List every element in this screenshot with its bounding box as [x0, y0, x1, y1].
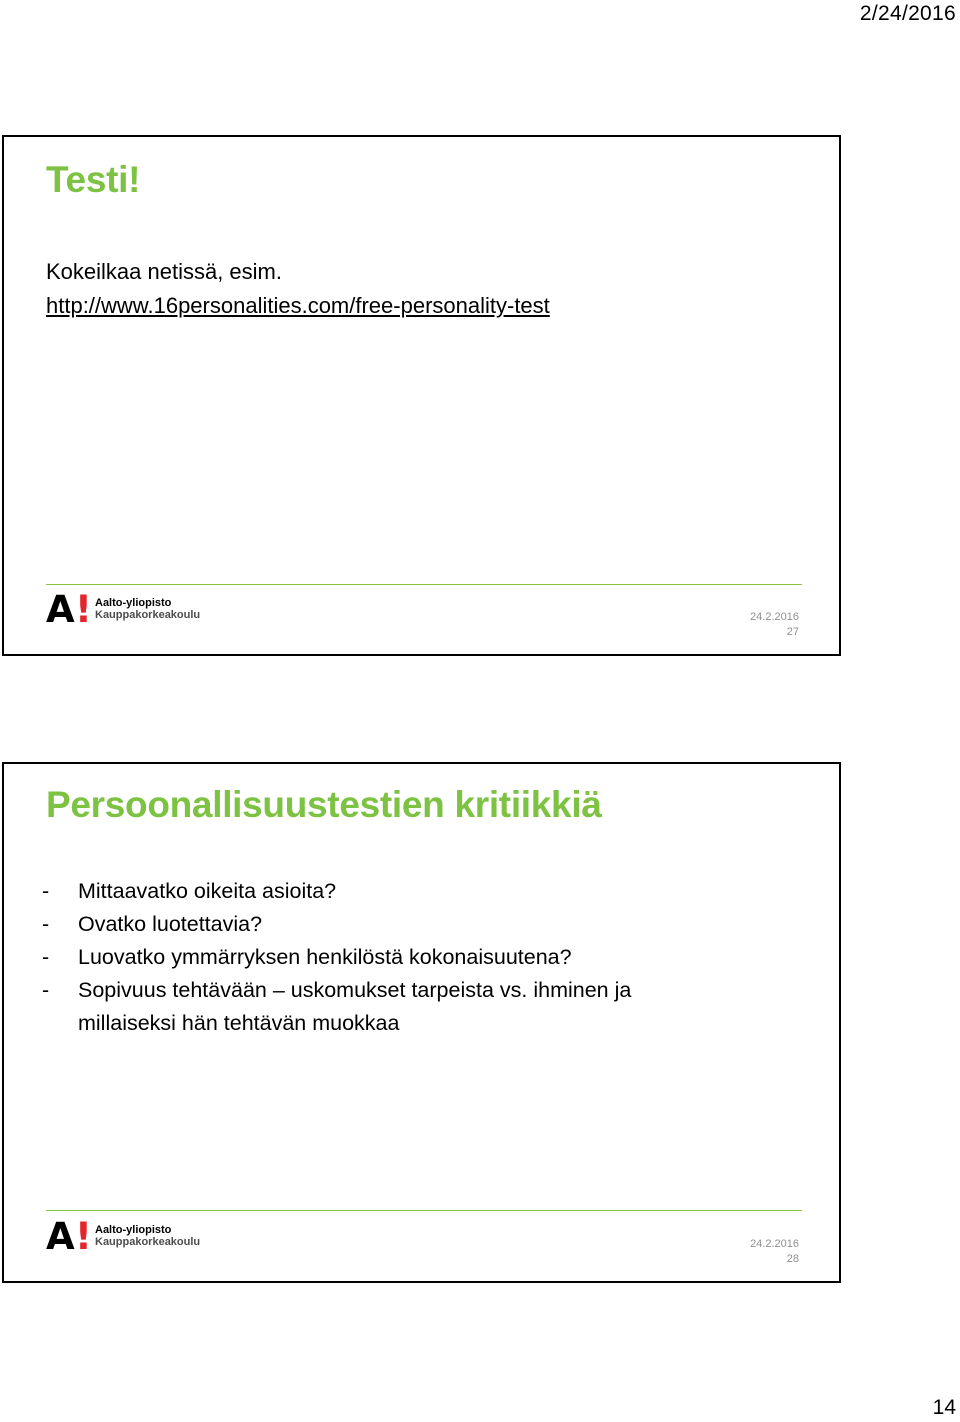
list-item: - Mittaavatko oikeita asioita? — [42, 879, 337, 903]
slide-27 — [2, 135, 841, 656]
aalto-logo-mark: A ! — [46, 1215, 92, 1258]
print-date: 2/24/2016 — [859, 2, 956, 25]
slide-body — [46, 255, 550, 323]
aalto-logo — [46, 1215, 201, 1258]
page-number: 14 — [932, 1396, 956, 1419]
footer-divider — [46, 1210, 802, 1211]
list-item: - Sopivuus tehtävään – uskomukset tarpeista vs. ihminen ja millaiseksi hän tehtävän muokkaa — [42, 978, 632, 1035]
logo-school-name: Kauppakorkeakoulu — [95, 609, 201, 621]
aalto-logo-mark: A ! — [46, 588, 92, 631]
logo-university-name: Aalto-yliopisto — [95, 597, 172, 609]
slide-date: 24.2.2016 — [750, 611, 799, 623]
body-line: Kokeilkaa netissä, esim. — [46, 259, 282, 284]
bullet-list — [42, 875, 631, 1040]
logo-university-name: Aalto-yliopisto — [95, 1224, 172, 1236]
slide-title: Persoonallisuustestien kritiikkiä — [46, 784, 602, 825]
logo-school-name: Kauppakorkeakoulu — [95, 1236, 201, 1248]
list-item: - Luovatko ymmärryksen henkilöstä kokonaisuutena? — [42, 945, 572, 969]
footer-divider — [46, 584, 802, 585]
aalto-logo — [46, 588, 201, 631]
list-item: - Ovatko luotettavia? — [42, 912, 263, 936]
slide-28 — [2, 762, 841, 1283]
slide-number: 28 — [786, 1253, 799, 1265]
slide-title: Testi! — [46, 159, 141, 200]
slide-number: 27 — [786, 626, 799, 638]
personality-test-link[interactable]: http://www.16personalities.com/free-personality-test — [46, 293, 550, 318]
slide-date: 24.2.2016 — [750, 1238, 799, 1250]
